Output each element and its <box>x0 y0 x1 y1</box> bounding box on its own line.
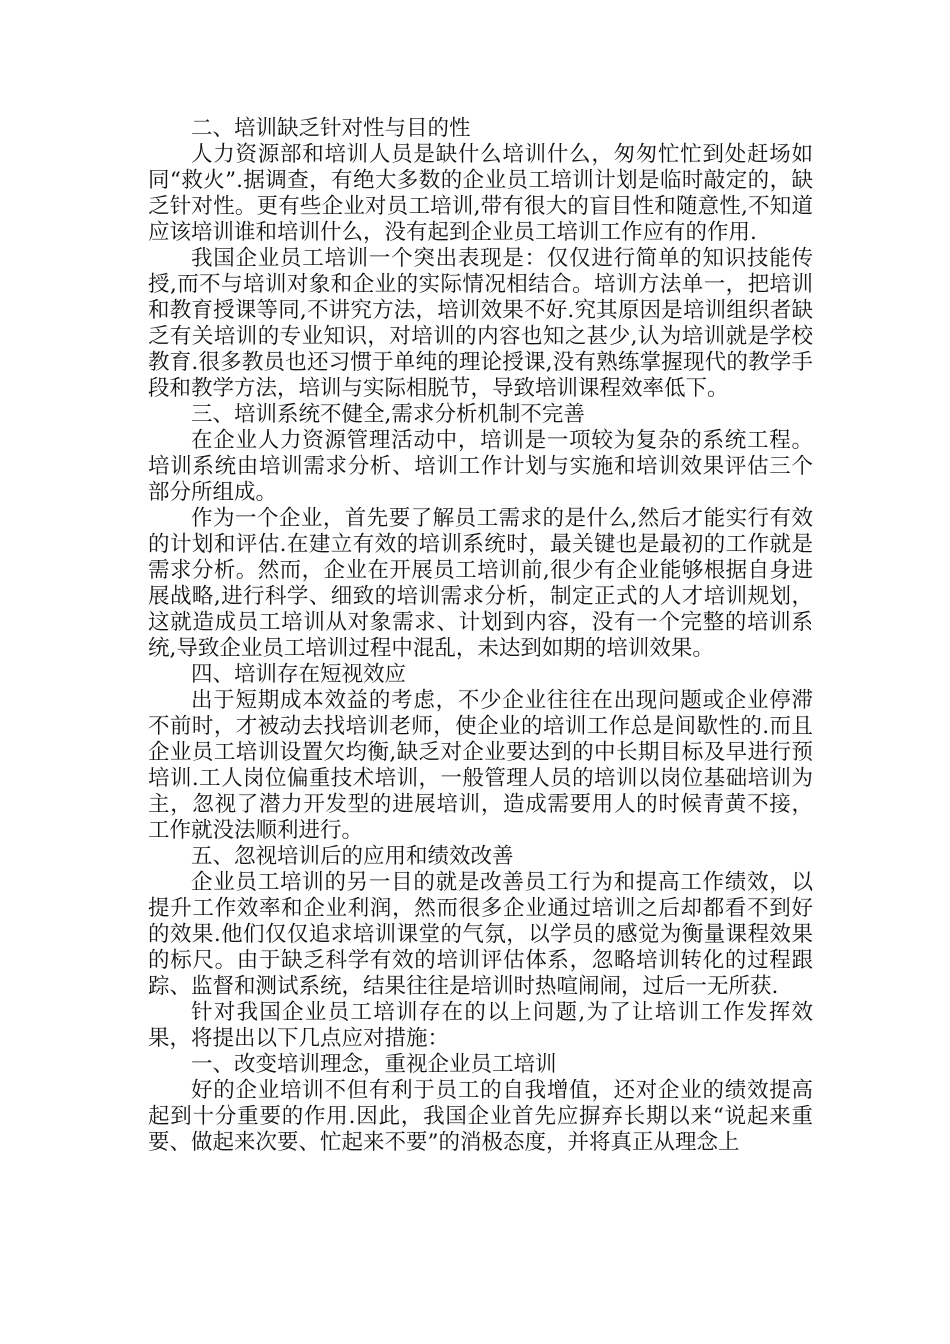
section-heading: 二、培训缺乏针对性与目的性 <box>191 116 471 141</box>
body-paragraph: 好的企业培训不但有利于员工的自我增值，还对企业的绩效提高起到十分重要的作用.因此，我国企业首先应摒弃长期以来“说起来重要、做起来次要、忙起来不要”的消极态度，并将真正从理念上 <box>148 1078 813 1155</box>
body-paragraph: 人力资源部和培训人员是缺什么培训什么，匆匆忙忙到处赶场如同“救火”.据调查，有绝大多数的企业员工培训计划是临时敲定的，缺乏针对性。更有些企业对员工培训,带有很大的盲目性和随意性,不知道应该培训谁和培训什么，没有起到企业员工培训工作应有的作用. <box>148 142 813 245</box>
body-paragraph: 企业员工培训的另一目的就是改善员工行为和提高工作绩效，以提升工作效率和企业利润，然而很多企业通过培训之后却都看不到好的效果.他们仅仅追求培训课堂的气氛，以学员的感觉为衡量课程效果的标尺。由于缺乏科学有效的培训评估体系，忽略培训转化的过程跟踪、监督和测试系统，结果往往是培训时热喧闹闹，过后一无所获. <box>148 870 813 999</box>
document-page <box>148 116 813 1156</box>
section-heading: 一、改变培训理念，重视企业员工培训 <box>191 1052 557 1077</box>
section-heading: 三、培训系统不健全,需求分析机制不完善 <box>191 402 585 427</box>
body-paragraph: 出于短期成本效益的考虑，不少企业往往在出现问题或企业停滞不前时，才被动去找培训老师，使企业的培训工作总是间歇性的.而且企业员工培训设置欠均衡,缺乏对企业要达到的中长期目标及早进行预培训.工人岗位偏重技术培训，一般管理人员的培训以岗位基础培训为主，忽视了潜力开发型的进展培训，造成需要用人的时候青黄不接，工作就没法顺利进行。 <box>148 688 813 843</box>
section-heading: 五、忽视培训后的应用和绩效改善 <box>191 844 514 869</box>
body-paragraph: 我国企业员工培训一个突出表现是：仅仅进行简单的知识技能传授,而不与培训对象和企业的实际情况相结合。培训方法单一，把培训和教育授课等同,不讲究方法，培训效果不好.究其原因是培训组织者缺乏有关培训的专业知识，对培训的内容也知之甚少,认为培训就是学校教育.很多教员也还习惯于单纯的理论授课,没有熟练掌握现代的教学手段和教学方法，培训与实际相脱节，导致培训课程效率低下。 <box>148 246 813 401</box>
body-paragraph: 作为一个企业，首先要了解员工需求的是什么,然后才能实行有效的计划和评估.在建立有效的培训系统时，最关键也是最初的工作就是需求分析。然而，企业在开展员工培训前,很少有企业能够根据自身进展战略,进行科学、细致的培训需求分析，制定正式的人才培训规划，这就造成员工培训从对象需求、计划到内容，没有一个完整的培训系统,导致企业员工培训过程中混乱，未达到如期的培训效果。 <box>148 506 813 661</box>
section-heading: 四、培训存在短视效应 <box>191 662 407 687</box>
body-paragraph: 在企业人力资源管理活动中，培训是一项较为复杂的系统工程。培训系统由培训需求分析、培训工作计划与实施和培训效果评估三个部分所组成。 <box>148 428 813 505</box>
body-paragraph: 针对我国企业员工培训存在的以上问题,为了让培训工作发挥效果，将提出以下几点应对措施： <box>148 1000 813 1051</box>
